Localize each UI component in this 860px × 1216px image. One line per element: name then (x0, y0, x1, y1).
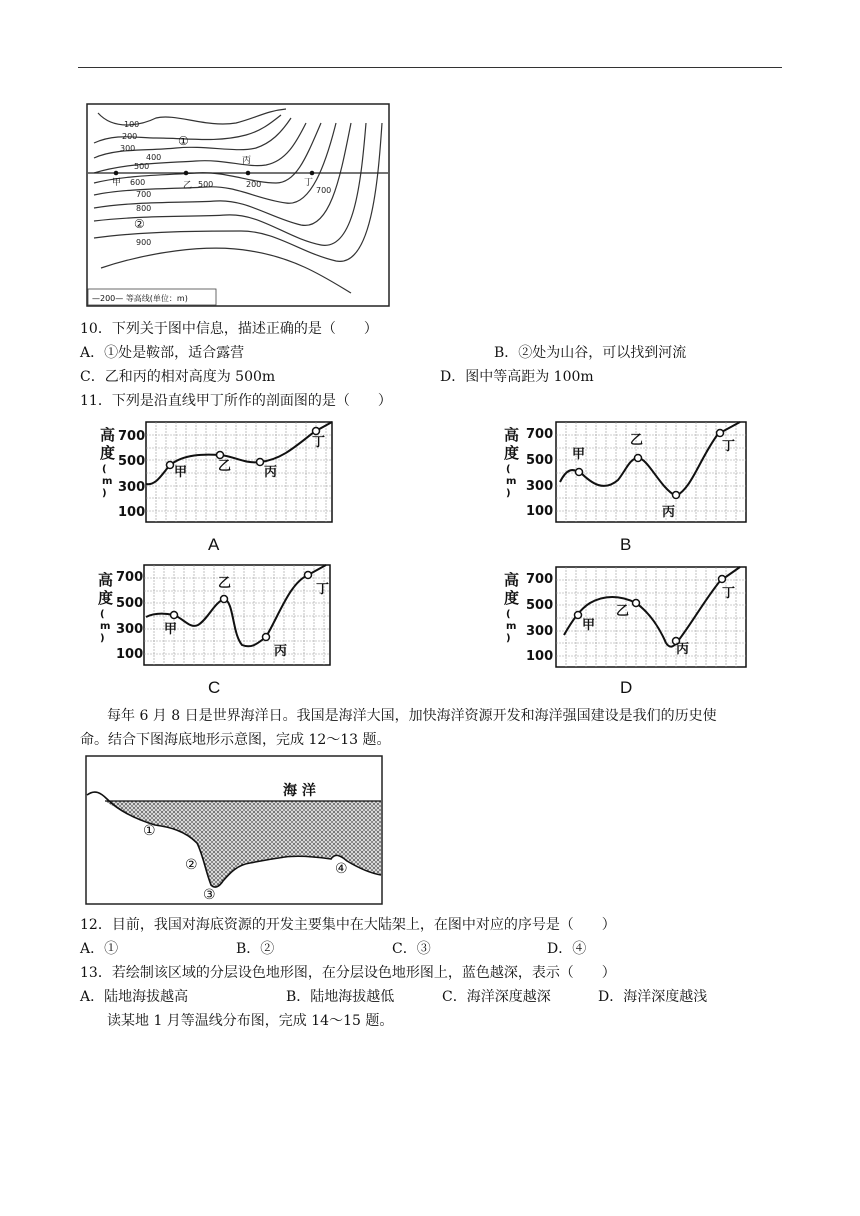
svg-text:): ) (100, 633, 105, 644)
q13-option-a[interactable]: A．陆地海拔越高 (80, 989, 189, 1005)
svg-text:m: m (506, 621, 517, 632)
y-tick: 500 (116, 596, 144, 611)
profile-label-jia: 甲 (174, 465, 188, 480)
profile-label-jia: 甲 (164, 622, 178, 637)
svg-text:(: ( (506, 464, 511, 475)
y-tick: 100 (526, 504, 554, 519)
q13-stem: 13．若绘制该区域的分层设色地形图，在分层设色地形图上，蓝色越深，表示（ ） (80, 965, 616, 981)
y-tick: 700 (526, 572, 554, 587)
axis-unit: ( (102, 464, 107, 475)
contour-label: 700 (316, 186, 332, 195)
contour-label: 900 (136, 238, 152, 247)
profile-chart-b (500, 418, 750, 528)
profile-chart-a (94, 418, 334, 528)
q13-option-c[interactable]: C．海洋深度越深 (442, 989, 551, 1005)
svg-text:): ) (506, 633, 511, 644)
contour-label: 500 (198, 180, 214, 189)
region-label-1: ① (178, 134, 189, 148)
contour-label: 200 (246, 180, 262, 189)
caption-c[interactable]: C (208, 678, 221, 697)
y-tick: 100 (116, 647, 144, 662)
q13-option-b[interactable]: B．陆地海拔越低 (286, 989, 395, 1005)
svg-text:m: m (100, 621, 111, 632)
contour-label: 700 (136, 190, 152, 199)
profile-chart-c (94, 563, 334, 673)
profile-label-bing: 丙 (676, 642, 690, 657)
svg-text:(: ( (100, 609, 105, 620)
marker-4: ④ (335, 861, 348, 877)
y-tick: 700 (116, 570, 144, 585)
y-tick: 300 (526, 479, 554, 494)
profile-label-ding: 丁 (722, 439, 736, 454)
marker-1: ① (143, 823, 156, 839)
ocean-floor-figure (85, 755, 383, 905)
profile-label-ding: 丁 (722, 586, 736, 601)
q10-stem: 10．下列关于图中信息，描述正确的是（ ） (80, 321, 378, 337)
svg-text:度: 度 (100, 444, 116, 462)
y-tick: 500 (118, 454, 146, 469)
contour-label: 300 (120, 144, 136, 153)
q12-stem: 12．目前，我国对海底资源的开发主要集中在大陆架上，在图中对应的序号是（ ） (80, 917, 616, 933)
svg-text:): ) (102, 488, 107, 499)
q12-option-a[interactable]: A．① (80, 941, 119, 957)
point-label-jia: 甲 (112, 178, 122, 188)
marker-2: ② (185, 857, 198, 873)
profile-label-yi: 乙 (616, 604, 630, 619)
passage-12-13-line1: 每年 6 月 8 日是世界海洋日。我国是海洋大国，加快海洋资源开发和海洋强国建设是我们的历史使 (107, 708, 717, 724)
y-tick: 100 (118, 505, 146, 520)
profile-label-yi: 乙 (218, 459, 232, 474)
svg-text:度: 度 (504, 589, 520, 607)
svg-text:(: ( (506, 609, 511, 620)
caption-a[interactable]: A (208, 535, 220, 554)
svg-text:高: 高 (98, 571, 114, 589)
map-legend: —200— 等高线(单位：m) (92, 294, 188, 303)
point-label-yi: 乙 (183, 181, 193, 191)
svg-text:m: m (506, 476, 517, 487)
marker-3: ③ (203, 887, 216, 903)
q10-option-c[interactable]: C．乙和丙的相对高度为 500m (80, 369, 276, 385)
svg-text:): ) (506, 488, 511, 499)
svg-text:高: 高 (504, 426, 520, 444)
q11-stem: 11．下列是沿直线甲丁所作的剖面图的是（ ） (80, 393, 392, 409)
q13-option-d[interactable]: D．海洋深度越浅 (598, 989, 708, 1005)
profile-label-bing: 丙 (264, 465, 278, 480)
svg-text:度: 度 (98, 589, 114, 607)
contour-map (86, 103, 390, 307)
contour-label: 800 (136, 204, 152, 213)
y-axis-title (100, 426, 115, 462)
caption-b[interactable]: B (620, 535, 632, 554)
q10-option-b[interactable]: B．②处为山谷，可以找到河流 (494, 345, 687, 361)
y-tick: 500 (526, 453, 554, 468)
passage-12-13-line2: 命。结合下图海底地形示意图，完成 12～13 题。 (80, 732, 391, 748)
y-tick: 500 (526, 598, 554, 613)
profile-label-jia: 甲 (582, 618, 596, 633)
y-tick: 300 (526, 624, 554, 639)
q12-option-b[interactable]: B．② (236, 941, 275, 957)
q12-option-c[interactable]: C．③ (392, 941, 431, 957)
y-tick: 700 (526, 427, 554, 442)
svg-text:高: 高 (504, 571, 520, 589)
q10-option-d[interactable]: D．图中等高距为 100m (440, 369, 594, 385)
point-label-ding: 丁 (304, 178, 314, 188)
svg-text:m: m (102, 476, 113, 487)
contour-label: 100 (124, 120, 140, 129)
y-tick: 700 (118, 429, 146, 444)
profile-label-jia: 甲 (572, 447, 586, 462)
y-tick: 300 (116, 622, 144, 637)
profile-label-ding: 丁 (316, 582, 330, 597)
contour-label: 600 (130, 178, 146, 187)
profile-chart-d (500, 563, 750, 673)
passage-14-15: 读某地 1 月等温线分布图，完成 14～15 题。 (107, 1013, 394, 1029)
header-rule (78, 67, 782, 68)
profile-label-bing: 丙 (662, 505, 676, 520)
point-label-bing: 丙 (242, 156, 252, 166)
y-tick: 100 (526, 649, 554, 664)
profile-label-yi: 乙 (630, 433, 644, 448)
y-tick: 300 (118, 480, 146, 495)
contour-label: 500 (134, 162, 150, 171)
region-label-2: ② (134, 217, 145, 231)
profile-label-yi: 乙 (218, 576, 232, 591)
profile-label-bing: 丙 (274, 644, 288, 659)
q10-option-a[interactable]: A．①处是鞍部，适合露营 (80, 345, 245, 361)
ocean-label: 海 洋 (283, 783, 316, 799)
contour-label: 400 (146, 153, 162, 162)
caption-d[interactable]: D (620, 678, 633, 697)
svg-text:高: 高 (100, 426, 116, 444)
profile-label-ding: 丁 (312, 435, 326, 450)
q12-option-d[interactable]: D．④ (547, 941, 587, 957)
contour-label: 200 (122, 132, 138, 141)
svg-text:度: 度 (504, 444, 520, 462)
